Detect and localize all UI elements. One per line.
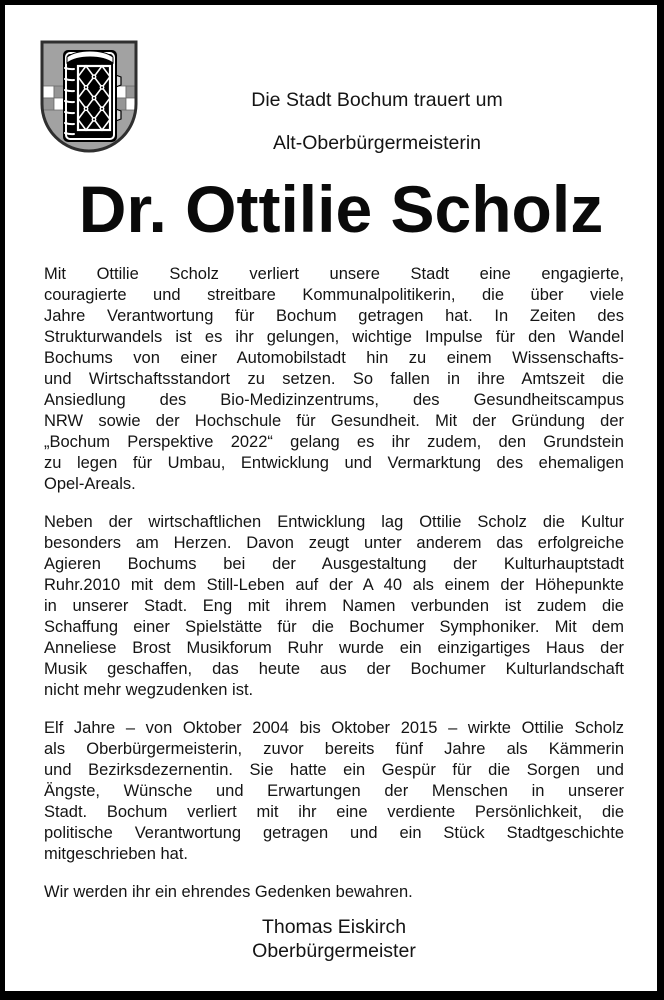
text-line: Mit Ottilie Scholz verliert unsere Stadt eine engagierte, — [44, 265, 624, 283]
paragraph-culture — [44, 512, 624, 701]
text-line: NRW sowie der Hochschule für Gesundheit. Mit der Gründung der — [44, 412, 624, 430]
paragraph-career — [44, 264, 624, 495]
text-line: politische Verantwortung getragen und ein Stück Stadtgeschichte — [44, 824, 624, 842]
paragraph-tenure — [44, 718, 624, 865]
deceased-name: Dr. Ottilie Scholz — [78, 172, 604, 246]
signatory-name: Thomas Eiskirch — [261, 916, 407, 938]
text-line: in unserer Stadt. Eng mit ihrem Namen verbunden ist zudem die — [44, 597, 624, 615]
text-line: als Oberbürgermeisterin, zuvor bereits fünf Jahre als Kämmerin — [44, 740, 624, 758]
text-line: Anneliese Brost Musikforum Ruhr wurde ein einzigartiges Haus der — [44, 639, 624, 657]
text-line: couragierte und streitbare Kommunalpolitikerin, die über viele — [44, 286, 624, 304]
text-line: „Bochum Perspektive 2022“ gelang es ihr zudem, den Grundstein — [44, 433, 624, 451]
text-line: Ruhr.2010 mit dem Still-Leben auf der A 40 als einem der Höhepunkte — [44, 576, 624, 594]
former-office-line: Alt-Oberbürgermeisterin — [272, 132, 482, 154]
signature-block — [44, 915, 624, 963]
mourning-line: Die Stadt Bochum trauert um — [251, 89, 503, 111]
text-line: Jahre Verantwortung für Bochum getragen hat. In Zeiten des — [44, 307, 624, 325]
text-line: Ängste, Wünsche und Erwartungen der Menschen in unserer — [44, 782, 624, 800]
closing-line: Wir werden ihr ein ehrendes Gedenken bewahren. — [44, 883, 413, 901]
obituary-body — [44, 264, 624, 963]
signatory-title: Oberbürgermeister — [252, 940, 416, 962]
text-line: Bochums von einer Automobilstadt hin zu einem Wissenschafts- — [44, 349, 624, 367]
text-line: Schaffung einer Spielstätte für die Bochumer Symphoniker. Mit dem — [44, 618, 624, 636]
text-line: Strukturwandels ist es ihr gelungen, wichtige Impulse für den Wandel — [44, 328, 624, 346]
text-line: mitgeschrieben hat. — [44, 845, 188, 863]
text-line: Stadt. Bochum verliert mit ihr eine verdiente Persönlichkeit, die — [44, 803, 624, 821]
text-line: Neben der wirtschaftlichen Entwicklung lag Ottilie Scholz die Kultur — [44, 513, 624, 531]
text-line: zu legen für Umbau, Entwicklung und Vermarktung des ehemaligen — [44, 454, 624, 472]
text-line: Ansiedlung des Bio-Medizinzentrums, des Gesundheitscampus — [44, 391, 624, 409]
text-line: und Wirtschaftsstandort zu setzen. So fallen in ihre Amtszeit die — [44, 370, 624, 388]
text-line: Opel-Areals. — [44, 475, 136, 493]
bochum-coat-of-arms — [40, 40, 138, 156]
text-line: nicht mehr wegzudenken ist. — [44, 681, 254, 699]
text-line: und Bezirksdezernentin. Sie hatte ein Gespür für die Sorgen und — [44, 761, 624, 779]
text-line: besonders am Herzen. Davon zeugt unter anderem das erfolgreiche — [44, 534, 624, 552]
text-line: Agieren Bochums bei der Ausgestaltung der Kulturhauptstadt — [44, 555, 624, 573]
text-line: Elf Jahre – von Oktober 2004 bis Oktober 2015 – wirkte Ottilie Scholz — [44, 719, 624, 737]
book-icon — [63, 50, 121, 142]
text-line: Musik geschaffen, das heute aus der Bochumer Kulturlandschaft — [44, 660, 624, 678]
